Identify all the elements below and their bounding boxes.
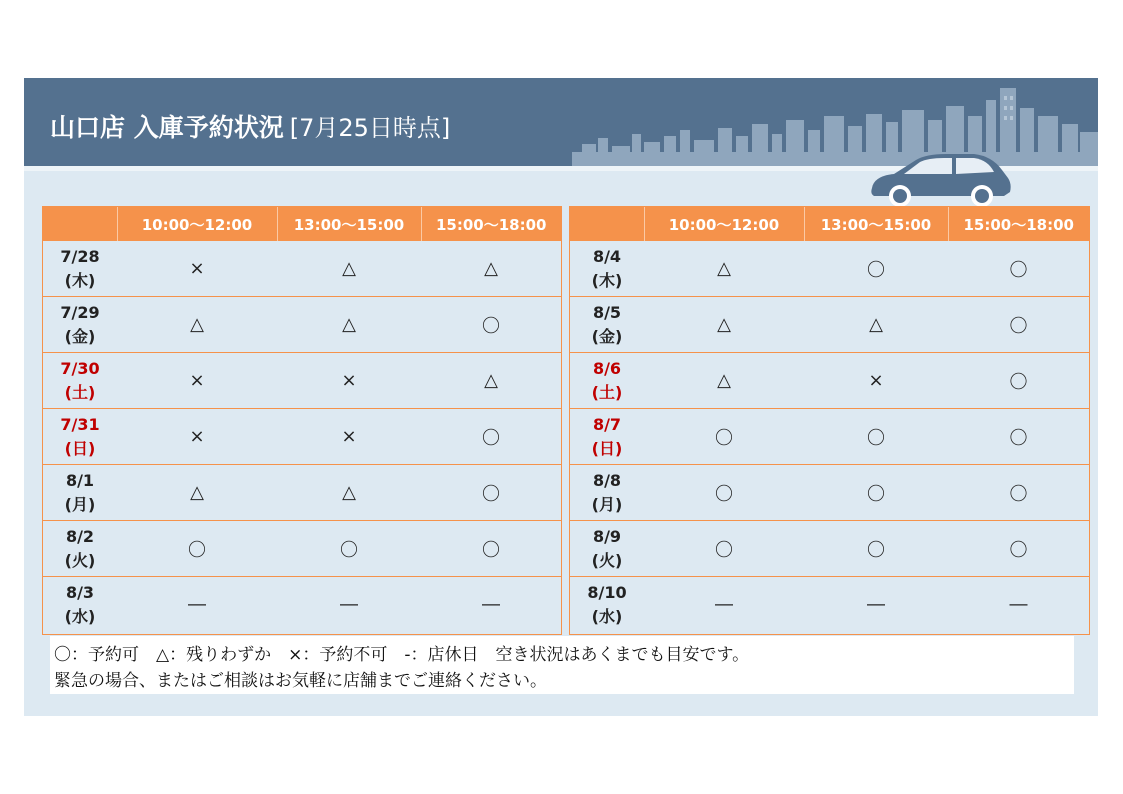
availability-cell: ― — [867, 594, 885, 615]
availability-cell: △ — [277, 297, 421, 353]
availability-cell: 〇 — [421, 521, 561, 577]
date-cell — [43, 297, 117, 353]
page-title — [50, 108, 450, 144]
date-cell — [570, 465, 644, 521]
date-label: 8/6 — [592, 358, 622, 378]
weekday-label: (火) — [591, 550, 623, 570]
table-row — [570, 241, 1089, 297]
availability-cell: 〇 — [644, 521, 804, 577]
weekday-label: (水) — [591, 606, 623, 626]
header-slot-1: 10:00〜12:00 — [644, 207, 804, 241]
availability-cell: 〇 — [948, 409, 1089, 465]
date-cell — [43, 521, 117, 577]
availability-cell: 〇 — [804, 241, 948, 297]
as-of-date: [7月25日時点] — [289, 114, 451, 142]
date-cell — [43, 353, 117, 409]
weekday-label: (金) — [591, 326, 623, 346]
availability-cell: × — [277, 409, 421, 465]
date-label: 7/31 — [60, 414, 100, 434]
city-skyline-illustration — [572, 86, 1098, 170]
date-label: 8/5 — [592, 302, 622, 322]
date-label: 7/29 — [60, 302, 100, 322]
table-row — [43, 297, 561, 353]
availability-cell: 〇 — [948, 297, 1089, 353]
availability-cell: △ — [117, 465, 277, 521]
availability-cell: × — [804, 353, 948, 409]
weekday-label: (木) — [64, 270, 96, 290]
date-cell — [570, 297, 644, 353]
legend-box — [50, 636, 1074, 694]
table-row — [570, 409, 1089, 465]
table-header-row — [570, 207, 1089, 241]
date-cell — [43, 241, 117, 297]
availability-cell: 〇 — [804, 409, 948, 465]
legend-line-2: 緊急の場合、またはご相談はお気軽に店舗までご連絡ください。 — [54, 671, 547, 691]
date-cell — [570, 409, 644, 465]
date-cell — [43, 465, 117, 521]
table-row — [570, 465, 1089, 521]
date-label: 8/2 — [65, 526, 95, 546]
header-slot-3: 15:00〜18:00 — [948, 207, 1089, 241]
availability-cell: △ — [421, 353, 561, 409]
availability-cell: × — [117, 409, 277, 465]
weekday-label: (日) — [64, 438, 96, 458]
availability-cell: 〇 — [948, 353, 1089, 409]
table-row — [43, 409, 561, 465]
availability-cell: △ — [804, 297, 948, 353]
header-date-col — [570, 207, 644, 241]
availability-cell: 〇 — [804, 521, 948, 577]
date-label: 8/10 — [587, 582, 627, 602]
weekday-label: (月) — [591, 494, 623, 514]
date-label: 7/28 — [60, 246, 100, 266]
weekday-label: (木) — [591, 270, 623, 290]
availability-cell: △ — [644, 297, 804, 353]
availability-cell: 〇 — [277, 521, 421, 577]
availability-cell: △ — [644, 241, 804, 297]
header-slot-3: 15:00〜18:00 — [421, 207, 561, 241]
availability-cell: △ — [421, 241, 561, 297]
availability-cell: × — [117, 241, 277, 297]
weekday-label: (金) — [64, 326, 96, 346]
table-row — [43, 465, 561, 521]
availability-cell: 〇 — [421, 465, 561, 521]
date-cell — [570, 577, 644, 633]
availability-cell: 〇 — [421, 409, 561, 465]
date-label: 8/9 — [592, 526, 622, 546]
availability-cell: 〇 — [644, 465, 804, 521]
availability-cell: △ — [644, 353, 804, 409]
weekday-label: (日) — [591, 438, 623, 458]
weekday-label: (水) — [64, 606, 96, 626]
availability-cell: ― — [1009, 594, 1028, 615]
date-label: 8/4 — [592, 246, 622, 266]
table-row — [43, 241, 561, 297]
availability-cell: 〇 — [421, 297, 561, 353]
table-row — [43, 353, 561, 409]
weekday-label: (土) — [591, 382, 623, 402]
date-label: 8/1 — [65, 470, 95, 490]
availability-cell: △ — [277, 465, 421, 521]
header-date-col — [43, 207, 117, 241]
date-cell — [43, 577, 117, 633]
availability-cell: 〇 — [804, 465, 948, 521]
availability-cell: ― — [188, 594, 206, 615]
header-slot-2: 13:00〜15:00 — [804, 207, 948, 241]
weekday-label: (月) — [64, 494, 96, 514]
date-label: 8/7 — [592, 414, 622, 434]
date-cell — [570, 353, 644, 409]
header-slot-2: 13:00〜15:00 — [277, 207, 421, 241]
availability-cell: 〇 — [117, 521, 277, 577]
availability-cell: 〇 — [948, 521, 1089, 577]
date-cell — [570, 241, 644, 297]
table-row — [570, 521, 1089, 577]
availability-cell: × — [117, 353, 277, 409]
table-row — [43, 577, 561, 633]
table-row — [570, 297, 1089, 353]
availability-cell: ― — [482, 594, 500, 615]
availability-cell: ― — [340, 594, 358, 615]
date-label: 8/8 — [592, 470, 622, 490]
date-label: 8/3 — [65, 582, 95, 602]
date-label: 7/30 — [60, 358, 100, 378]
availability-cell: △ — [117, 297, 277, 353]
table-row — [570, 353, 1089, 409]
title-text: 山口店 入庫予約状況 — [50, 113, 284, 142]
availability-cell: × — [277, 353, 421, 409]
table-row — [570, 577, 1089, 633]
availability-cell: ― — [715, 594, 733, 615]
weekday-label: (火) — [64, 550, 96, 570]
weekday-label: (土) — [64, 382, 96, 402]
availability-cell: 〇 — [948, 241, 1089, 297]
legend-line-1: 〇：予約可 △：残りわずか ×：予約不可 -：店休日 空き状況はあくまでも目安です。 — [54, 645, 750, 665]
header-slot-1: 10:00〜12:00 — [117, 207, 277, 241]
availability-cell: △ — [277, 241, 421, 297]
table-header-row — [43, 207, 561, 241]
car-illustration — [864, 148, 1014, 210]
availability-cell: 〇 — [644, 409, 804, 465]
schedule-table-left — [43, 207, 561, 632]
date-cell — [570, 521, 644, 577]
schedule-table-right — [570, 207, 1089, 632]
date-cell — [43, 409, 117, 465]
table-row — [43, 521, 561, 577]
availability-cell: 〇 — [948, 465, 1089, 521]
